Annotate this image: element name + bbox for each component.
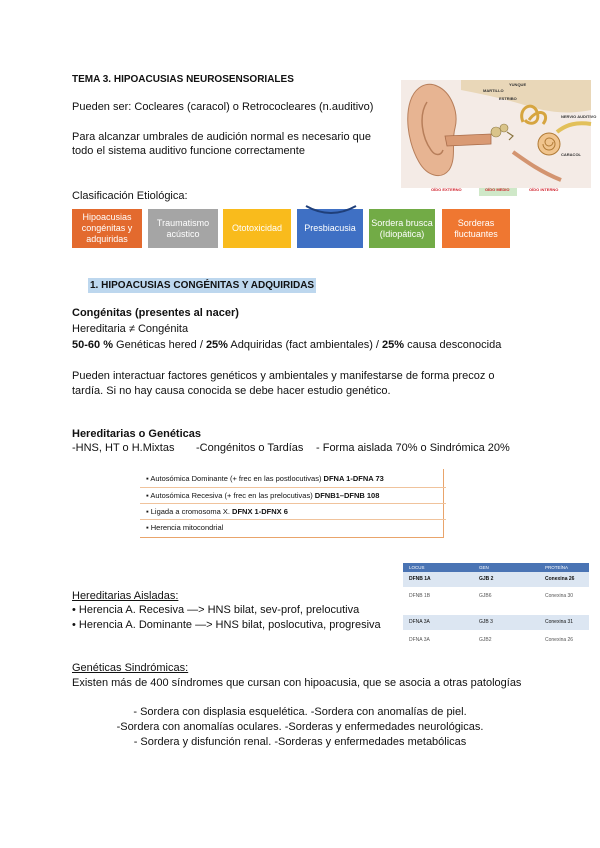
inheritance-item: ▪ Ligada a cromosoma X. DFNX 1-DFNX 6	[140, 503, 446, 520]
stat-c-num: 25%	[382, 339, 405, 351]
sindromicas-intro: Existen más de 400 síndromes que cursan con hipoacusia, que se asocia a otras patologías	[72, 677, 522, 689]
ear-anatomy-image	[401, 80, 597, 196]
class-box-presbiacusia: Presbiacusia	[297, 209, 363, 248]
inheritance-text: Ligada a cromosoma X.	[150, 507, 233, 516]
inheritance-code: DFNX 1-DFNX 6	[232, 507, 288, 516]
label-martillo: MARTILLO	[483, 88, 504, 93]
aisladas-heading: Hereditarias Aisladas:	[72, 590, 179, 602]
inheritance-item: ▪ Autosómica Recesiva (+ frec en las prelocutivas) DFNB1–DFNB 108	[140, 487, 446, 504]
class-box-fluctuantes: Sorderas fluctuantes	[442, 209, 510, 248]
hereditaria-line: Hereditaria ≠ Congénita	[72, 323, 189, 335]
inheritance-item: ▪ Herencia mitocondrial	[140, 519, 446, 536]
threshold-text-2: todo el sistema auditivo funcione correctamente	[72, 145, 305, 157]
stat-b-text: Adquiridas (fact ambientales) /	[227, 339, 383, 351]
sindromicas-line-3: - Sordera y disfunción renal. -Sorderas y enfermedades metabólicas	[133, 736, 467, 748]
sindromicas-line-1: - Sordera con displasia esquelética. -Sordera con anomalías de piel.	[133, 706, 467, 718]
class-box-sordera-brusca: Sordera brusca (Idiopática)	[369, 209, 435, 248]
label-nervio: NERVIO AUDITIVO	[561, 114, 597, 119]
header-proteina: PROTEÍNA	[545, 565, 569, 570]
label-oido-externo: OÍDO EXTERNO	[431, 187, 462, 192]
label-oido-medio: OÍDO MEDIO	[485, 187, 510, 192]
header-locus: LOCUS	[409, 565, 425, 570]
interactuar-line-1: Pueden interactuar factores genéticos y ambientales y manifestarse de forma precoz o	[72, 370, 495, 382]
presbiacusia-arc	[302, 204, 360, 216]
cell-proteina: Conexina 30	[545, 593, 574, 599]
cell-gen: GJB 2	[479, 576, 494, 582]
locus-table-header	[403, 563, 589, 572]
types-text: Pueden ser: Cocleares (caracol) o Retrococleares (n.auditivo)	[72, 101, 374, 113]
inheritance-text: Herencia mitocondrial	[150, 523, 224, 532]
stat-c-text: causa desconocida	[404, 339, 502, 351]
stat-b-num: 25%	[205, 339, 228, 351]
cell-gen: GJB2	[479, 637, 492, 643]
hereditarias-line-c: - Forma aislada 70% o Sindrómica 20%	[316, 442, 510, 454]
section-1-heading: 1. HIPOACUSIAS CONGÉNITAS Y ADQUIRIDAS	[90, 280, 315, 291]
cell-gen: GJB6	[479, 593, 492, 599]
stat-a-text: Genéticas hered /	[112, 339, 206, 351]
label-estribo: ESTRIBO	[499, 96, 517, 101]
table-row	[403, 589, 589, 604]
cell-proteina: Conexina 26	[545, 576, 575, 582]
aisladas-item-1: • Herencia A. Recesiva —> HNS bilat, sev-prof, prelocutiva	[72, 604, 360, 616]
interactuar-line-2: tardía. Si no hay causa conocida se debe hacer estudio genético.	[72, 385, 391, 397]
cell-locus: DFNB 1B	[409, 593, 431, 599]
stat-a-num: 50-60 %	[72, 339, 113, 351]
label-oido-interno: OÍDO INTERNO	[529, 187, 559, 192]
sindromicas-line-2: -Sordera con anomalías oculares. -Sorderas y enfermedades neurológicas.	[116, 721, 484, 733]
class-box-traumatismo: Traumatismo acústico	[148, 209, 218, 248]
inheritance-code: DFNB1–DFNB 108	[314, 491, 380, 500]
hereditarias-line-b: -Congénitos o Tardías	[196, 442, 304, 454]
cell-locus: DFNA 3A	[409, 637, 430, 643]
class-box-congenitas: Hipoacusias congénitas y adquiridas	[72, 209, 142, 248]
header-gen: GEN	[479, 565, 489, 570]
classification-heading: Clasificación Etiológica:	[72, 190, 188, 202]
hereditarias-line-a: -HNS, HT o H.Mixtas	[72, 442, 175, 454]
cell-proteina: Conexina 26	[545, 637, 574, 643]
label-yunque: YUNQUE	[509, 82, 527, 87]
table-row	[403, 572, 589, 587]
sindromicas-heading: Genéticas Sindrómicas:	[72, 662, 189, 674]
threshold-text-1: Para alcanzar umbrales de audición normal es necesario que	[72, 131, 372, 143]
cell-proteina: Conexina 31	[545, 619, 574, 625]
inheritance-text: Autosómica Recesiva (+ frec en las prelocutivas)	[150, 491, 315, 500]
cell-locus: DFNB 1A	[409, 576, 431, 582]
inheritance-item: ▪ Autosómica Dominante (+ frec en las postlocutivas) DFNA 1-DFNA 73	[146, 474, 384, 483]
page-title: TEMA 3. HIPOACUSIAS NEUROSENSORIALES	[72, 74, 294, 85]
aisladas-item-2: • Herencia A. Dominante —> HNS bilat, poslocutiva, progresiva	[72, 619, 381, 631]
inheritance-code: DFNA 1-DFNA 73	[323, 474, 384, 483]
table-row	[403, 615, 589, 630]
label-caracol: CARACOL	[561, 152, 581, 157]
stats-line	[72, 339, 501, 352]
cell-locus: DFNA 3A	[409, 619, 430, 625]
cell-gen: GJB 3	[479, 619, 493, 625]
hereditarias-heading: Hereditarias o Genéticas	[72, 428, 202, 440]
table-row	[403, 633, 589, 648]
class-box-ototoxicidad: Ototoxicidad	[223, 209, 291, 248]
ear-illustration	[401, 80, 591, 196]
inheritance-text: Autosómica Dominante (+ frec en las postlocutivas)	[150, 474, 324, 483]
inheritance-list	[140, 469, 444, 538]
congenitas-heading: Congénitas (presentes al nacer)	[72, 307, 239, 319]
